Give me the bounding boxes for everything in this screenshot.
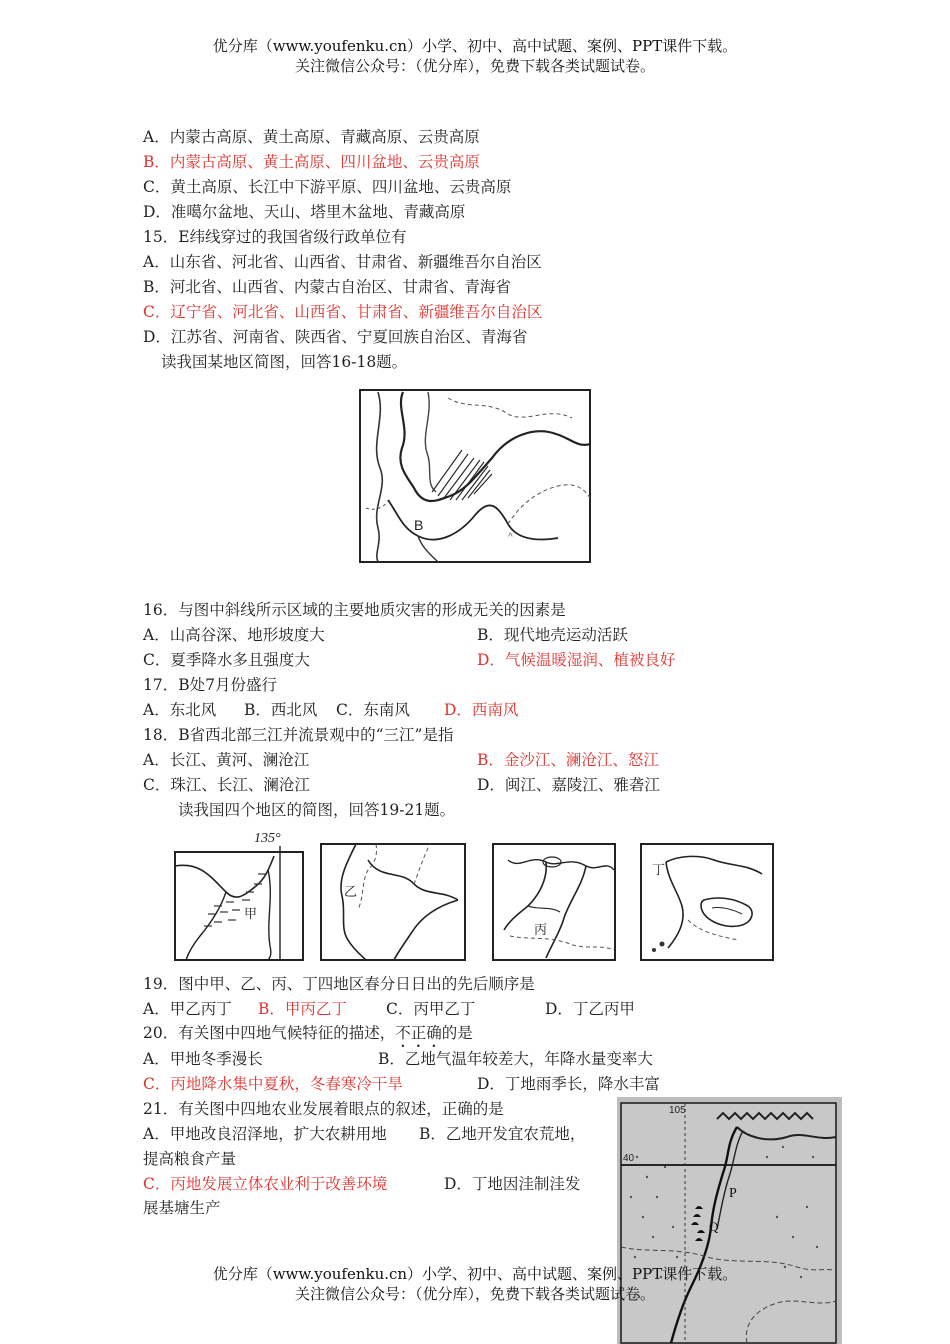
map-yi [318, 840, 468, 966]
map-right-lat: 40 [623, 1153, 635, 1164]
map-right-q: Q [709, 1219, 719, 1234]
svg-text:^: ^ [508, 532, 513, 543]
q17-option-d: D．西南风 [444, 701, 519, 719]
q15-stem: 15．E纬线穿过的我国省级行政单位有 [143, 228, 407, 246]
q20-option-a: A．甲地冬季漫长 [143, 1050, 263, 1068]
q20-option-c: C．丙地降水集中夏秋，冬春寒冷干旱 [143, 1075, 403, 1093]
map-bing [490, 840, 620, 966]
label-ding: 丁 [652, 862, 666, 877]
q21-option-b-cont: 提高粮食产量 [143, 1150, 237, 1168]
q20-option-b: B．乙地气温年较差大，年降水量变率大 [378, 1050, 653, 1068]
q18-stem: 18．B省西北部三江并流景观中的“三江”是指 [143, 726, 454, 744]
map-right-lon: 105 [669, 1105, 686, 1116]
q18-option-b: B．金沙江、澜沧江、怒江 [477, 751, 659, 769]
map-ding [638, 840, 778, 966]
map1-label-b: B [414, 517, 424, 533]
intro-19-21: 读我国四个地区的简图，回答19-21题。 [178, 801, 456, 819]
q20-option-d: D．丁地雨季长，降水丰富 [477, 1075, 660, 1093]
q17-option-a: A．东北风 [143, 701, 217, 719]
q16-option-c: C．夏季降水多且强度大 [143, 651, 310, 669]
q21-option-c: C．丙地发展立体农业利于改善环境 [143, 1175, 388, 1193]
map-right [617, 1097, 842, 1344]
q19-option-c: C．丙甲乙丁 [386, 1000, 476, 1018]
map-region-b [358, 388, 594, 576]
q18-option-d: D．闽江、嘉陵江、雅砻江 [477, 776, 660, 794]
q20-emphasis: 不正确 [395, 1024, 442, 1042]
q16-stem: 16．与图中斜线所示区域的主要地质灾害的形成无关的因素是 [143, 601, 566, 619]
q14-option-b: B．内蒙古高原、黄土高原、四川盆地、云贵高原 [143, 153, 480, 171]
q21-stem: 21．有关图中四地农业发展着眼点的叙述，正确的是 [143, 1100, 504, 1118]
q15-option-d: D．江苏省、河南省、陕西省、宁夏回族自治区、青海省 [143, 328, 528, 346]
q21-option-a: A．甲地改良沼泽地，扩大农耕用地 [143, 1125, 387, 1143]
q14-option-a: A．内蒙古高原、黄土高原、青藏高原、云贵高原 [143, 128, 480, 146]
header-line-1: 优分库（www.youfenku.cn）小学、初中、高中试题、案例、PPT课件下载。 [212, 37, 738, 55]
q21-option-b: B．乙地开发宜农荒地， [419, 1125, 586, 1143]
q16-option-b: B．现代地壳运动活跃 [477, 626, 628, 644]
q15-option-b: B．河北省、山西省、内蒙古自治区、甘肃省、青海省 [143, 278, 511, 296]
q21-option-d: D．丁地因洼制洼发 [444, 1175, 581, 1193]
label-jia: 甲 [244, 906, 258, 921]
q14-option-d: D．准噶尔盆地、天山、塔里木盆地、青藏高原 [143, 203, 466, 221]
q19-option-a: A．甲乙丙丁 [143, 1000, 232, 1018]
footer-line-2: 关注微信公众号：（优分库），免费下载各类试题试卷。 [294, 1285, 655, 1303]
footer-line-1: 优分库（www.youfenku.cn）小学、初中、高中试题、案例、PPT课件下载。 [212, 1265, 738, 1283]
map-jia [170, 826, 306, 966]
q14-option-c: C．黄土高原、长江中下游平原、四川盆地、云贵高原 [143, 178, 512, 196]
map-right-p: P [729, 1186, 737, 1201]
header-line-2: 关注微信公众号：（优分库），免费下载各类试题试卷。 [294, 57, 655, 75]
q18-option-c: C．珠江、长江、澜沧江 [143, 776, 310, 794]
q16-option-d: D．气候温暖湿润、植被良好 [477, 651, 676, 669]
intro-16-18: 读我国某地区简图，回答16-18题。 [161, 353, 408, 371]
q21-option-d-cont: 展基塘生产 [143, 1199, 221, 1217]
q19-option-d: D．丁乙丙甲 [545, 1000, 635, 1018]
q19-stem: 19．图中甲、乙、丙、丁四地区春分日日出的先后顺序是 [143, 975, 535, 993]
q17-stem: 17．B处7月份盛行 [143, 676, 277, 694]
q15-option-a: A．山东省、河北省、山西省、甘肃省、新疆维吾尔自治区 [143, 253, 542, 271]
q20-stem: 20．有关图中四地气候特征的描述，不正确的是 [143, 1024, 473, 1042]
q19-option-b: B．甲丙乙丁 [258, 1000, 347, 1018]
label-135: 135° [254, 831, 281, 846]
q17-option-c: C．东南风 [336, 701, 410, 719]
label-yi: 乙 [344, 884, 358, 899]
q16-option-a: A．山高谷深、地形坡度大 [143, 626, 325, 644]
q17-option-b: B．西北风 [244, 701, 318, 719]
q18-option-a: A．长江、黄河、澜沧江 [143, 751, 310, 769]
label-bing: 丙 [534, 922, 548, 937]
q15-option-c: C．辽宁省、河北省、山西省、甘肃省、新疆维吾尔自治区 [143, 303, 543, 321]
